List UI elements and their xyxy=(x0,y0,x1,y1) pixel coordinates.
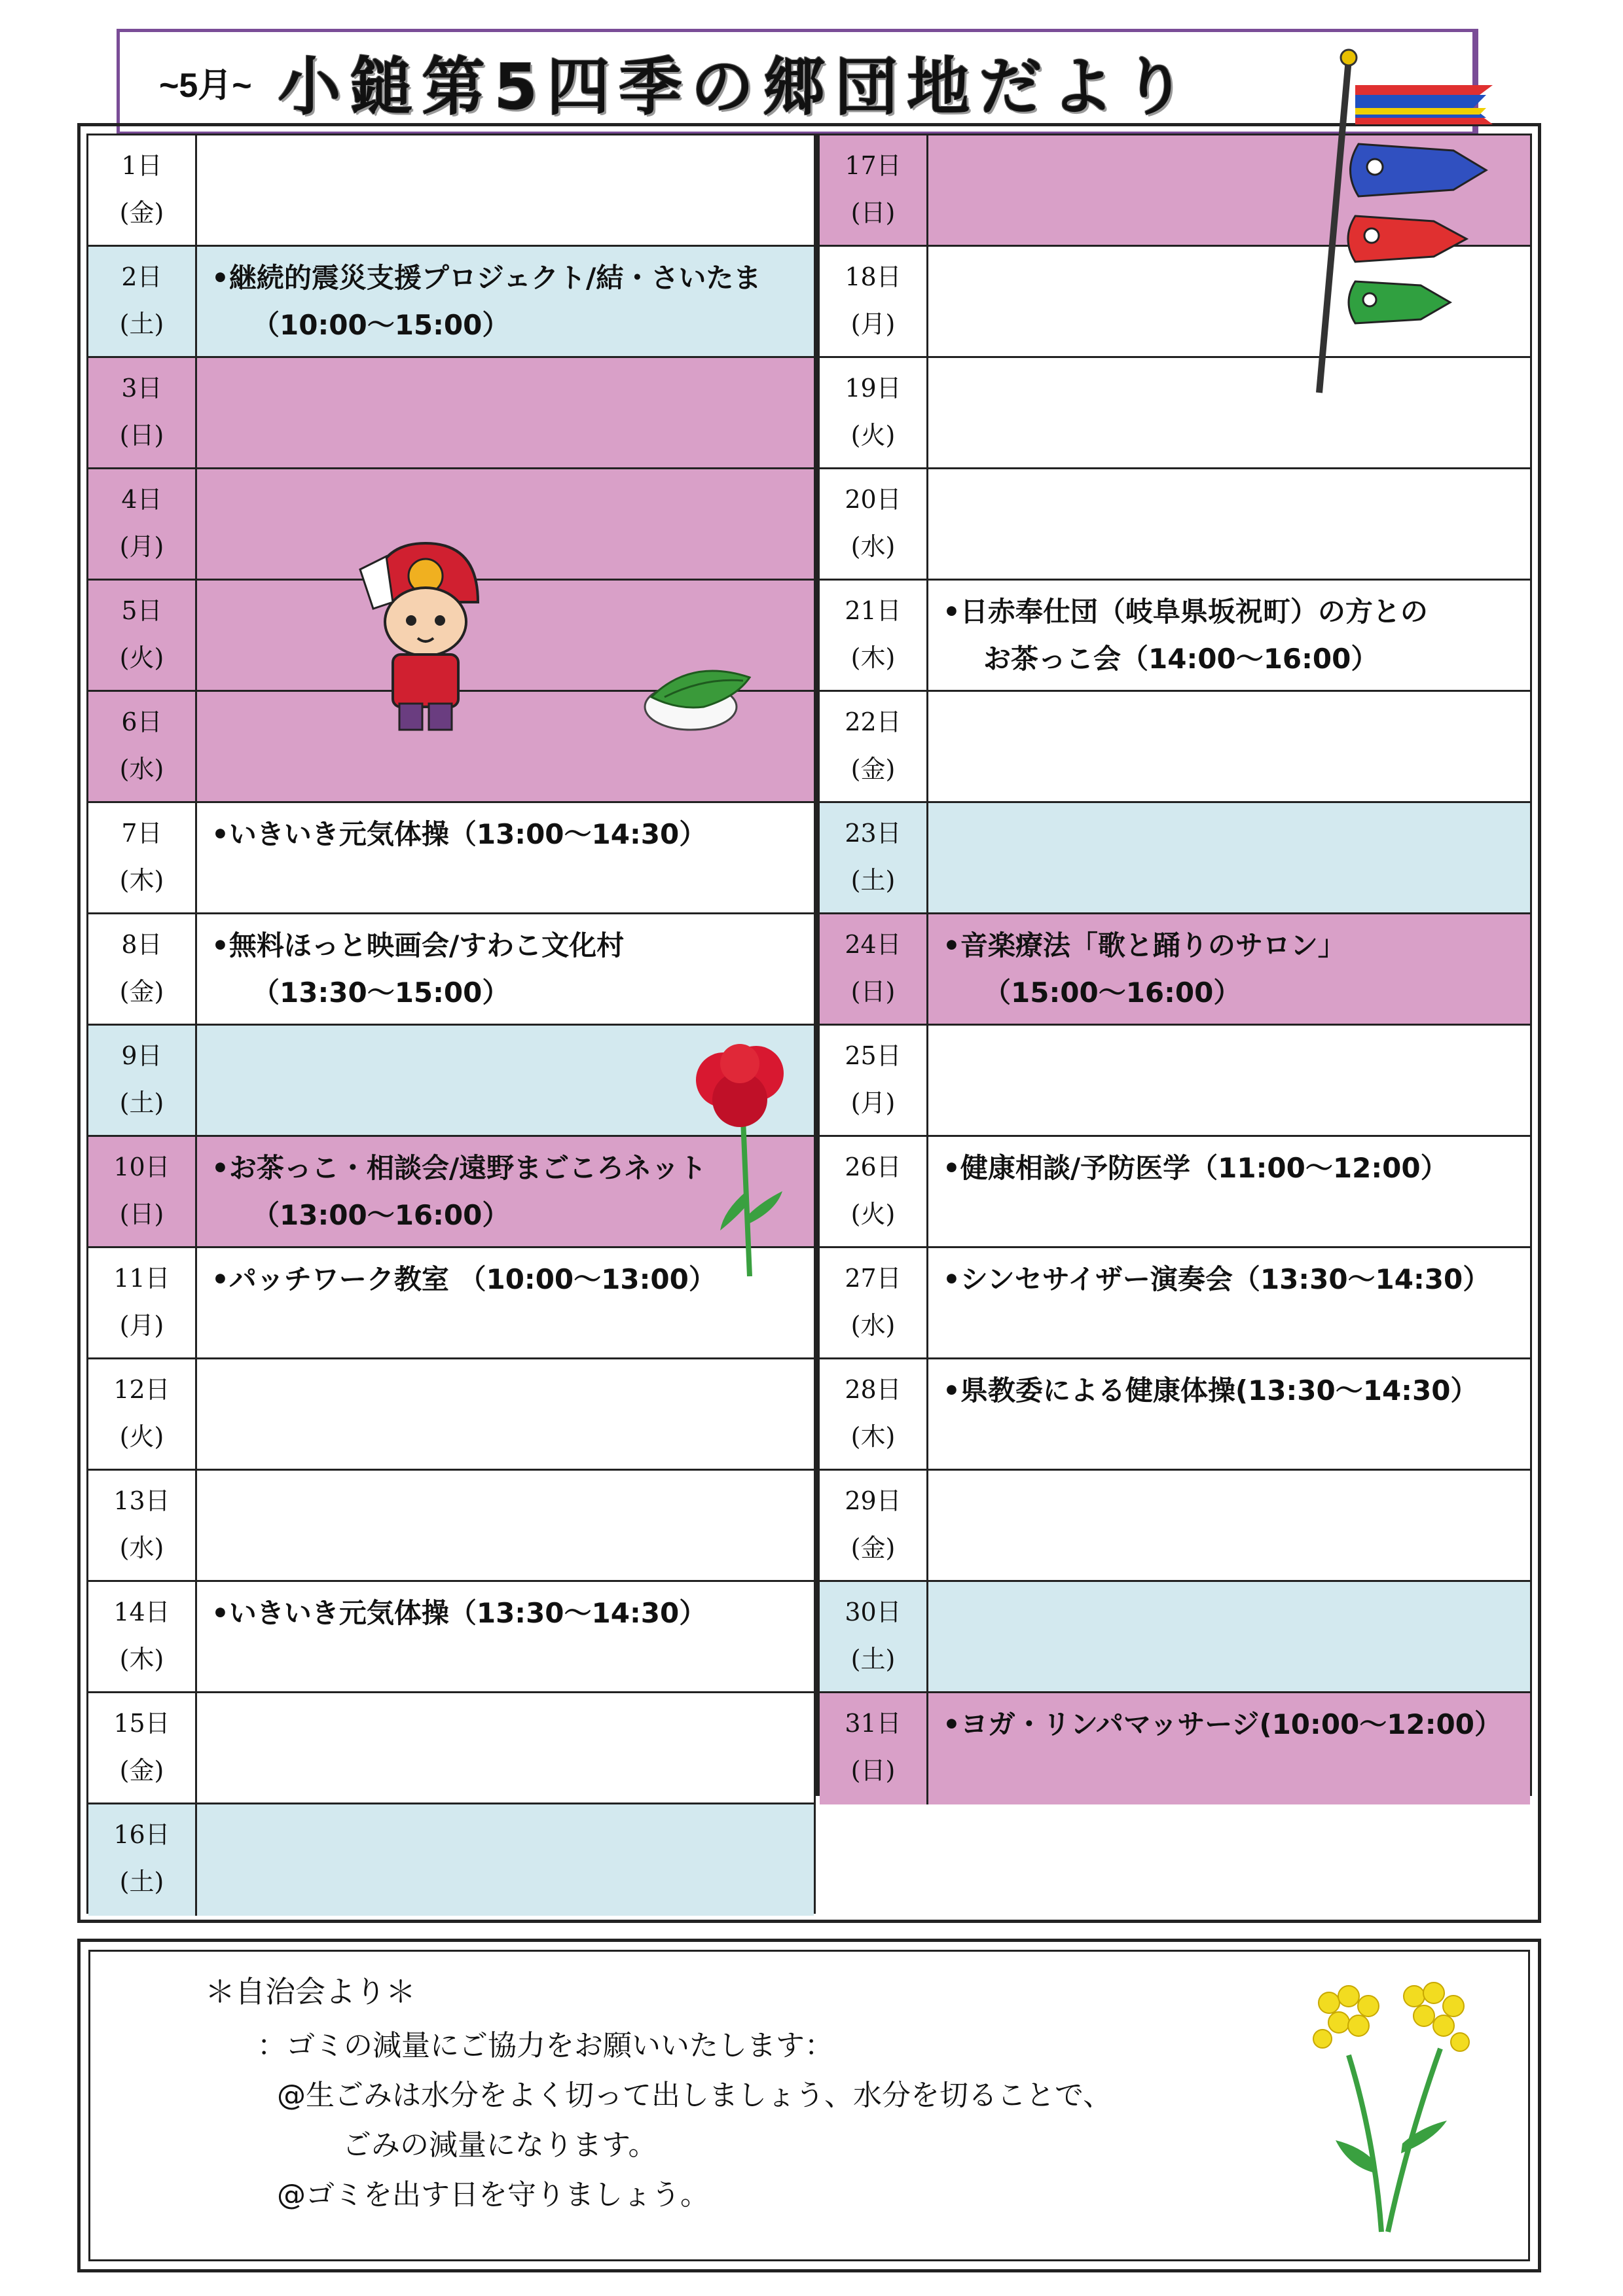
calendar-left-column xyxy=(86,134,816,1914)
event-title: •パッチワーク教室 （10:00～13:00） xyxy=(211,1263,716,1295)
day-number: 12日 xyxy=(113,1375,170,1404)
event-cell xyxy=(928,581,1530,690)
event-cell xyxy=(928,1359,1530,1469)
day-cell xyxy=(88,469,197,579)
weekday-label: (日) xyxy=(119,421,164,450)
day-cell xyxy=(88,358,197,467)
event-cell xyxy=(928,469,1530,579)
day-number: 27日 xyxy=(845,1264,902,1293)
weekday-label: (月) xyxy=(850,1088,896,1117)
weekday-label: (日) xyxy=(850,198,896,227)
calendar-day-row xyxy=(88,1804,814,1916)
event-cell xyxy=(197,1471,814,1580)
day-number: 31日 xyxy=(845,1709,902,1738)
day-cell xyxy=(88,135,197,245)
event-cell xyxy=(197,803,814,912)
event-cell xyxy=(928,1582,1530,1691)
calendar-day-row xyxy=(820,469,1530,581)
day-number: 16日 xyxy=(113,1820,170,1849)
day-cell xyxy=(820,1582,928,1691)
day-cell xyxy=(820,358,928,467)
day-cell xyxy=(820,1693,928,1804)
day-number: 3日 xyxy=(121,374,162,403)
event-title: •お茶っこ・相談会/遠野まごころネット xyxy=(211,1152,707,1184)
day-cell xyxy=(820,1026,928,1135)
calendar-day-row xyxy=(88,1471,814,1582)
weekday-label: (金) xyxy=(850,1534,896,1562)
day-number: 5日 xyxy=(121,596,162,625)
day-cell xyxy=(88,1471,197,1580)
day-number: 7日 xyxy=(121,819,162,848)
weekday-label: (火) xyxy=(119,1422,164,1451)
day-cell xyxy=(88,692,197,801)
calendar-day-row xyxy=(820,803,1530,914)
weekday-label: (日) xyxy=(850,977,896,1006)
notice-line-2: @生ごみは水分をよく切って出しましょう、水分を切ることで、 xyxy=(277,2079,1112,2112)
event-cell xyxy=(197,1582,814,1691)
event-title: •健康相談/予防医学（11:00～12:00） xyxy=(943,1152,1448,1184)
day-number: 15日 xyxy=(113,1709,170,1738)
event-time: （15:00～16:00） xyxy=(983,977,1241,1009)
weekday-label: (火) xyxy=(119,643,164,672)
event-cell xyxy=(928,1137,1530,1246)
weekday-label: (水) xyxy=(119,755,164,783)
day-number: 22日 xyxy=(845,708,902,736)
day-number: 20日 xyxy=(845,485,902,514)
day-cell xyxy=(88,247,197,356)
event-cell xyxy=(197,1693,814,1803)
event-cell xyxy=(928,914,1530,1024)
day-cell xyxy=(88,1693,197,1803)
weekday-label: (水) xyxy=(119,1534,164,1562)
event-title: •ヨガ・リンパマッサージ(10:00～12:00） xyxy=(943,1708,1502,1740)
event-cell xyxy=(197,1359,814,1469)
calendar-day-row xyxy=(88,1359,814,1471)
weekday-label: (金) xyxy=(119,1756,164,1785)
day-cell xyxy=(820,581,928,690)
day-cell xyxy=(88,1026,197,1135)
day-number: 9日 xyxy=(121,1041,162,1070)
event-title: •いきいき元気体操（13:00～14:30） xyxy=(211,818,707,850)
day-number: 6日 xyxy=(121,708,162,736)
weekday-label: (金) xyxy=(119,977,164,1006)
event-cell xyxy=(928,1693,1530,1804)
day-number: 25日 xyxy=(845,1041,902,1070)
day-number: 29日 xyxy=(845,1486,902,1515)
weekday-label: (水) xyxy=(850,532,896,561)
event-cell xyxy=(928,1026,1530,1135)
day-cell xyxy=(88,803,197,912)
day-number: 10日 xyxy=(113,1153,170,1181)
day-number: 14日 xyxy=(113,1598,170,1626)
event-cell xyxy=(197,358,814,467)
weekday-label: (土) xyxy=(119,1088,164,1117)
day-cell xyxy=(820,692,928,801)
event-time: お茶っこ会（14:00～16:00） xyxy=(983,643,1379,675)
day-number: 18日 xyxy=(845,262,902,291)
calendar-day-row xyxy=(88,914,814,1026)
event-title: •シンセサイザー演奏会（13:30～14:30） xyxy=(943,1263,1491,1295)
day-cell xyxy=(820,469,928,579)
event-cell xyxy=(197,247,814,356)
notice-line-4: @ゴミを出す日を守りましょう。 xyxy=(277,2178,709,2212)
day-number: 28日 xyxy=(845,1375,902,1404)
notice-title: ＊自治会より＊ xyxy=(205,1974,416,2009)
day-cell xyxy=(820,1137,928,1246)
calendar-day-row xyxy=(88,358,814,469)
day-cell xyxy=(820,803,928,912)
day-cell xyxy=(820,1359,928,1469)
day-cell xyxy=(88,1582,197,1691)
event-cell xyxy=(928,692,1530,801)
carnation-illustration xyxy=(684,1034,802,1283)
month-label: ~5月~ xyxy=(159,66,252,105)
calendar-day-row xyxy=(820,1471,1530,1582)
calendar-day-row xyxy=(88,247,814,358)
weekday-label: (土) xyxy=(119,310,164,338)
calendar-day-row xyxy=(820,914,1530,1026)
calendar-day-row xyxy=(88,803,814,914)
day-number: 2日 xyxy=(121,262,162,291)
day-cell xyxy=(820,914,928,1024)
page-title: 小鎚第5四季の郷団地だより xyxy=(278,50,1195,124)
event-cell xyxy=(928,1248,1530,1357)
event-cell xyxy=(197,469,814,579)
weekday-label: (水) xyxy=(850,1311,896,1340)
weekday-label: (火) xyxy=(850,1200,896,1229)
koinobori-illustration xyxy=(1303,46,1512,399)
day-cell xyxy=(88,1359,197,1469)
weekday-label: (日) xyxy=(850,1756,896,1785)
day-number: 1日 xyxy=(121,151,162,180)
event-cell xyxy=(197,914,814,1024)
event-title: •継続的震災支援プロジェクト/結・さいたま xyxy=(211,262,761,294)
weekday-label: (月) xyxy=(850,310,896,338)
calendar-day-row xyxy=(820,1137,1530,1248)
event-title: •無料ほっと映画会/すわこ文化村 xyxy=(211,929,625,961)
weekday-label: (火) xyxy=(850,421,896,450)
calendar-day-row xyxy=(820,1026,1530,1137)
weekday-label: (土) xyxy=(119,1867,164,1896)
event-cell xyxy=(197,1804,814,1916)
event-time: （13:30～15:00） xyxy=(252,977,510,1009)
event-cell xyxy=(197,135,814,245)
weekday-label: (金) xyxy=(850,755,896,783)
weekday-label: (木) xyxy=(119,866,164,895)
weekday-label: (土) xyxy=(850,866,896,895)
day-cell xyxy=(820,1471,928,1580)
day-cell xyxy=(88,914,197,1024)
day-number: 19日 xyxy=(845,374,902,403)
calendar-day-row xyxy=(820,1693,1530,1804)
weekday-label: (木) xyxy=(850,1422,896,1451)
samurai-mascot-illustration xyxy=(347,530,504,740)
day-number: 11日 xyxy=(113,1264,170,1293)
calendar-day-row xyxy=(88,1582,814,1693)
notice-line-3: ごみの減量になります。 xyxy=(342,2128,657,2162)
event-time: （13:00～16:00） xyxy=(252,1199,510,1231)
notice-line-1: ：ゴミの減量にご協力をお願いいたします： xyxy=(257,2029,833,2062)
calendar-day-row xyxy=(88,135,814,247)
day-cell xyxy=(88,1137,197,1246)
weekday-label: (金) xyxy=(119,198,164,227)
day-number: 4日 xyxy=(121,485,162,514)
weekday-label: (日) xyxy=(119,1200,164,1229)
day-number: 30日 xyxy=(845,1598,902,1626)
event-title: •日赤奉仕団（岐阜県坂祝町）の方との xyxy=(943,596,1428,628)
calendar-day-row xyxy=(88,1693,814,1804)
event-cell xyxy=(928,803,1530,912)
day-cell xyxy=(820,1248,928,1357)
calendar-day-row xyxy=(820,692,1530,803)
event-title: •音楽療法「歌と踊りのサロン」 xyxy=(943,929,1345,961)
day-number: 26日 xyxy=(845,1153,902,1181)
day-number: 8日 xyxy=(121,930,162,959)
weekday-label: (月) xyxy=(119,1311,164,1340)
calendar-day-row xyxy=(820,581,1530,692)
event-time: （10:00～15:00） xyxy=(252,309,510,341)
day-number: 24日 xyxy=(845,930,902,959)
calendar-day-row xyxy=(820,1248,1530,1359)
day-number: 17日 xyxy=(845,151,902,180)
calendar-day-row xyxy=(820,1359,1530,1471)
event-cell xyxy=(928,1471,1530,1580)
day-cell xyxy=(88,1248,197,1357)
weekday-label: (土) xyxy=(850,1645,896,1674)
day-cell xyxy=(88,581,197,690)
calendar-day-row xyxy=(820,1582,1530,1693)
day-cell xyxy=(820,135,928,245)
weekday-label: (木) xyxy=(850,643,896,672)
weekday-label: (月) xyxy=(119,532,164,561)
title-banner xyxy=(117,29,1478,137)
day-number: 13日 xyxy=(113,1486,170,1515)
day-cell xyxy=(88,1804,197,1916)
day-number: 23日 xyxy=(845,819,902,848)
weekday-label: (木) xyxy=(119,1645,164,1674)
event-title: •いきいき元気体操（13:30～14:30） xyxy=(211,1597,707,1629)
day-cell xyxy=(820,247,928,356)
kashiwa-mochi-illustration xyxy=(638,651,769,736)
day-number: 21日 xyxy=(845,596,902,625)
event-title: •県教委による健康体操(13:30～14:30） xyxy=(943,1374,1478,1407)
rape-blossom-illustration xyxy=(1296,1977,1473,2238)
